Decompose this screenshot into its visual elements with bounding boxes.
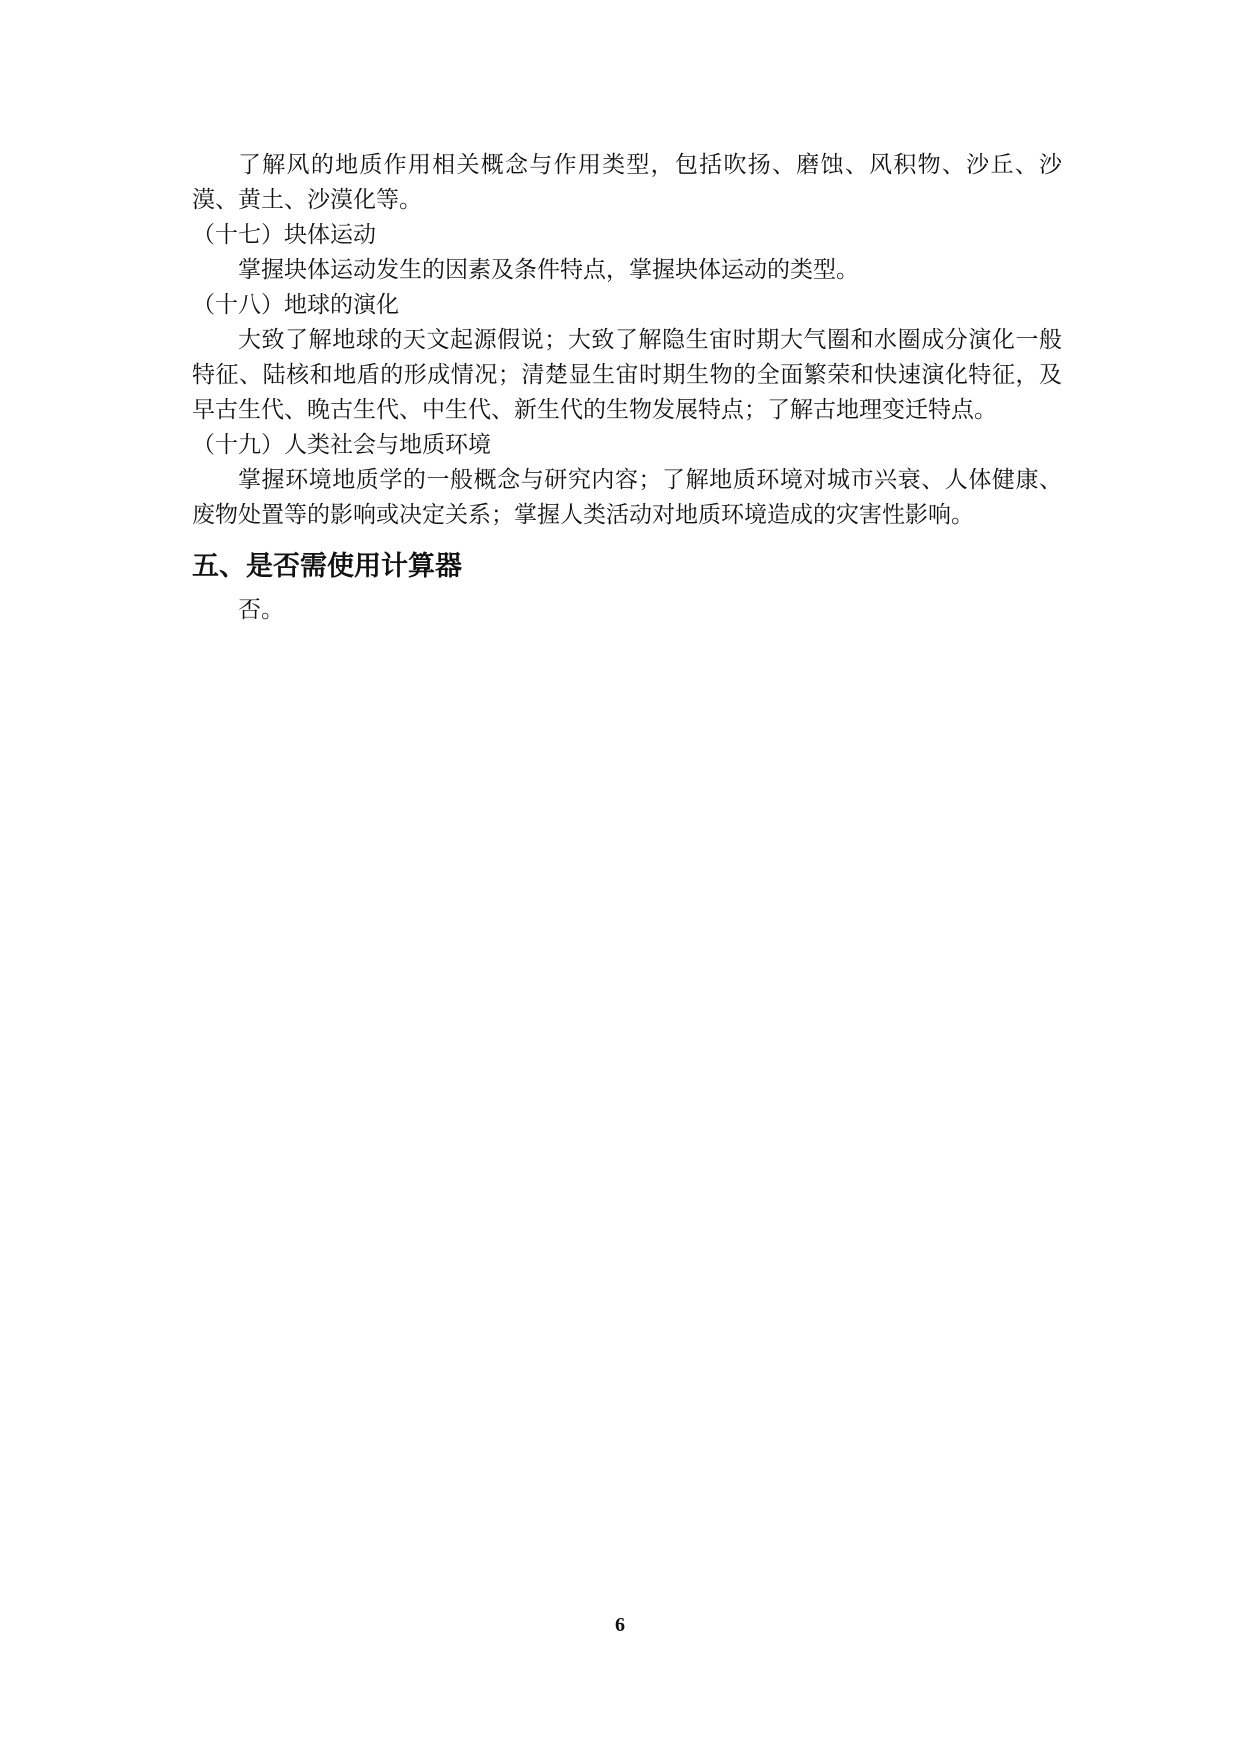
page-number: 6 — [615, 1614, 625, 1636]
subheading-mass-movement: （十七）块体运动 — [192, 222, 376, 248]
paragraph-calculator-answer: 否。 — [238, 597, 284, 623]
section-heading-calculator: 五、是否需使用计算器 — [192, 551, 462, 582]
paragraph-wind-geology: 了解风的地质作用相关概念与作用类型，包括吹扬、磨蚀、风积物、沙丘、沙漠、黄土、沙漠化等。 — [192, 152, 1062, 213]
paragraph-earth-evolution: 大致了解地球的天文起源假说；大致了解隐生宙时期大气圈和水圈成分演化一般特征、陆核和地盾的形成情况；清楚显生宙时期生物的全面繁荣和快速演化特征，及早古生代、晚古生代、中生代、新生代的生物发展特点；了解古地理变迁特点。 — [192, 327, 1062, 423]
paragraph-society-environment: 掌握环境地质学的一般概念与研究内容；了解地质环境对城市兴衰、人体健康、废物处置等的影响或决定关系；掌握人类活动对地质环境造成的灾害性影响。 — [192, 467, 1062, 528]
subheading-earth-evolution: （十八）地球的演化 — [192, 292, 399, 318]
paragraph-mass-movement: 掌握块体运动发生的因素及条件特点，掌握块体运动的类型。 — [238, 257, 859, 283]
subheading-society-environment: （十九）人类社会与地质环境 — [192, 432, 491, 458]
page-content — [192, 148, 1062, 628]
